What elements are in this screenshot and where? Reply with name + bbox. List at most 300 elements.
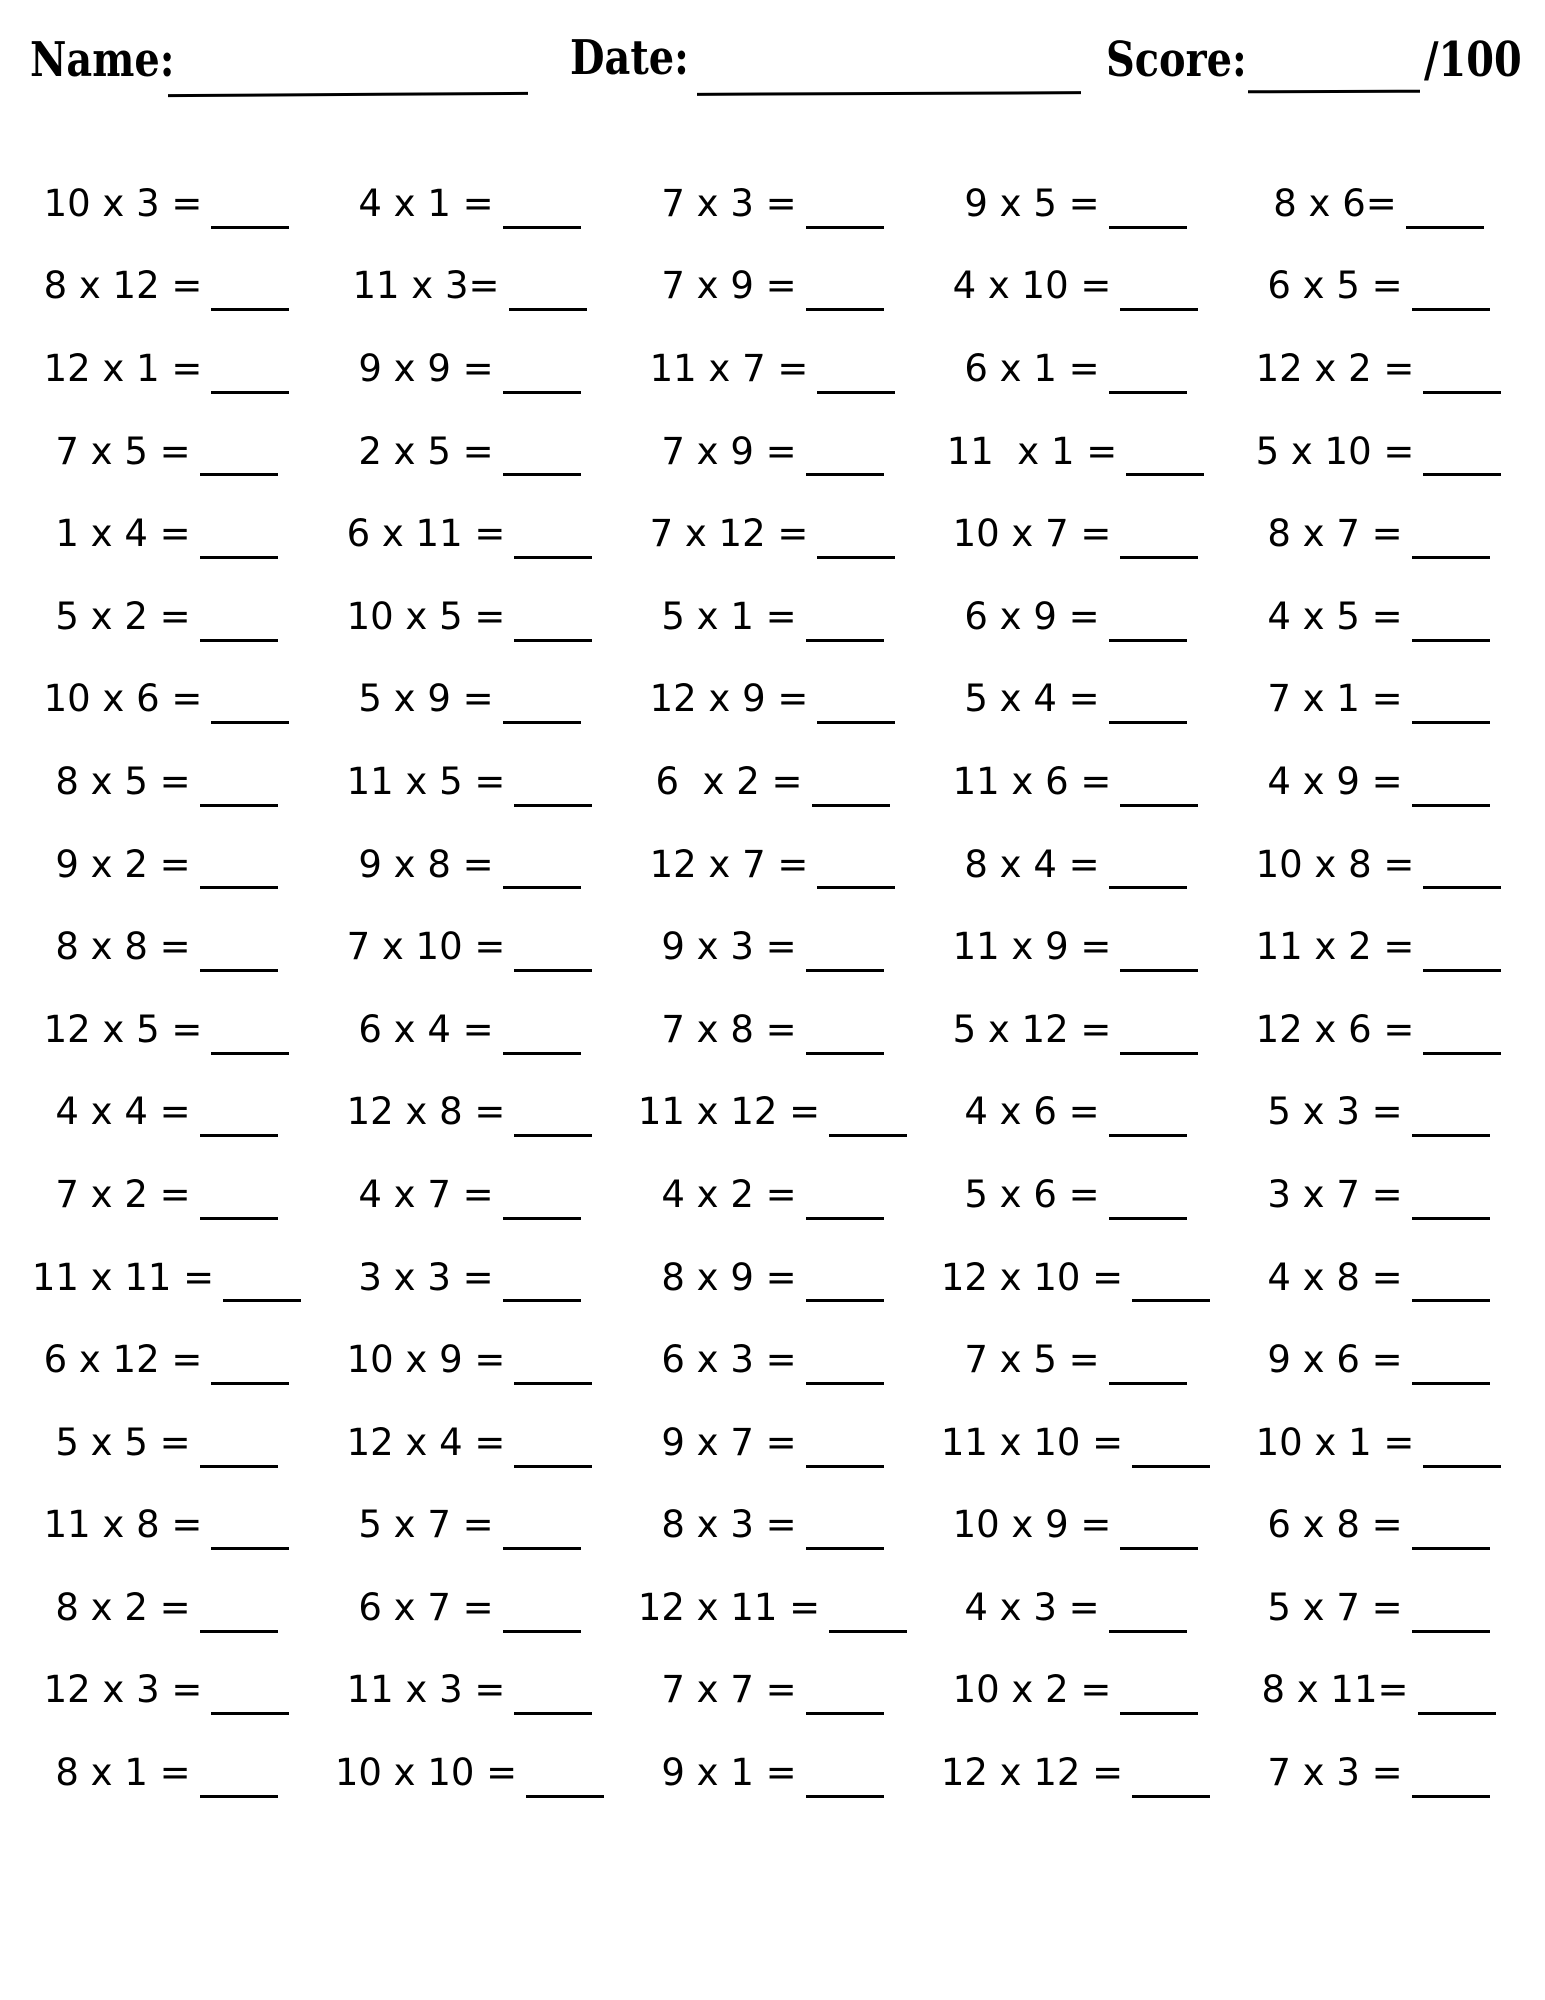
answer-blank-line <box>1120 804 1198 807</box>
answer-blank-line <box>1109 226 1187 229</box>
answer-blank-line <box>1423 969 1501 972</box>
answer-blank-line <box>503 721 581 724</box>
problem-expression: 9 x 8 = <box>358 842 494 886</box>
problem-expression: 7 x 3 = <box>1267 1751 1403 1795</box>
answer-blank-line <box>503 1299 581 1302</box>
problem-expression: 8 x 8 = <box>55 925 191 969</box>
problem-expression: 6 x 5 = <box>1267 264 1403 308</box>
problem-cell <box>15 492 318 575</box>
answer-blank-line <box>806 1382 884 1385</box>
answer-blank-line <box>503 886 581 889</box>
problem-cell <box>318 162 621 245</box>
answer-blank-line <box>1120 556 1198 559</box>
problem-expression: 6 x 12 = <box>43 1338 203 1382</box>
problem-expression: 11 x 3 = <box>346 1668 506 1712</box>
answer-blank-line <box>1120 1547 1198 1550</box>
problem-expression: 12 x 11 = <box>637 1585 821 1629</box>
problem-expression: 8 x 4 = <box>964 842 1100 886</box>
problem-expression: 10 x 9 = <box>952 1503 1112 1547</box>
problem-expression: 8 x 2 = <box>55 1585 191 1629</box>
problem-cell <box>924 410 1227 493</box>
problem-expression: 6 x 2 = <box>655 759 803 803</box>
problem-expression: 10 x 1 = <box>1255 1420 1415 1464</box>
problem-cell <box>924 1236 1227 1319</box>
problem-expression: 11 x 8 = <box>43 1503 203 1547</box>
answer-blank-line <box>514 969 592 972</box>
answer-blank-line <box>1412 1630 1490 1633</box>
answer-blank-line <box>806 639 884 642</box>
problem-expression: 12 x 2 = <box>1255 346 1415 390</box>
answer-blank-line <box>1120 1052 1198 1055</box>
problem-expression: 8 x 1 = <box>55 1751 191 1795</box>
problem-expression: 10 x 6 = <box>43 677 203 721</box>
problem-cell <box>621 905 924 988</box>
problem-expression: 6 x 7 = <box>358 1585 494 1629</box>
problem-expression: 10 x 3 = <box>43 181 203 225</box>
problem-expression: 10 x 2 = <box>952 1668 1112 1712</box>
problem-cell <box>924 162 1227 245</box>
answer-blank-line <box>812 804 890 807</box>
problem-cell <box>1227 1318 1530 1401</box>
problem-cell <box>1227 1731 1530 1814</box>
problem-expression: 2 x 5 = <box>358 429 494 473</box>
problem-expression: 8 x 5 = <box>55 759 191 803</box>
problem-expression: 7 x 1 = <box>1267 677 1403 721</box>
answer-blank-line <box>1109 1134 1187 1137</box>
answer-blank-line <box>211 308 289 311</box>
answer-blank-line <box>1120 308 1198 311</box>
problem-cell <box>318 1566 621 1649</box>
answer-blank-line <box>1423 1465 1501 1468</box>
problem-cell <box>318 245 621 328</box>
answer-blank-line <box>526 1795 604 1798</box>
problem-expression: 6 x 9 = <box>964 594 1100 638</box>
answer-blank-line <box>1132 1299 1210 1302</box>
problem-expression: 10 x 7 = <box>952 512 1112 556</box>
problem-cell <box>621 740 924 823</box>
problem-cell <box>924 1731 1227 1814</box>
problem-expression: 11 x 12 = <box>637 1090 821 1134</box>
problem-expression: 10 x 10 = <box>334 1751 518 1795</box>
problem-expression: 12 x 10 = <box>940 1255 1124 1299</box>
problem-cell <box>1227 1401 1530 1484</box>
problem-cell <box>621 492 924 575</box>
problem-cell <box>318 988 621 1071</box>
answer-blank-line <box>1412 1134 1490 1137</box>
problem-expression: 4 x 8 = <box>1267 1255 1403 1299</box>
problem-cell <box>1227 658 1530 741</box>
problem-expression: 4 x 1 = <box>358 181 494 225</box>
problem-expression: 7 x 3 = <box>661 181 797 225</box>
problem-cell <box>621 1484 924 1567</box>
answer-blank-line <box>503 1052 581 1055</box>
problem-expression: 9 x 1 = <box>661 1751 797 1795</box>
problem-expression: 5 x 3 = <box>1267 1090 1403 1134</box>
problem-cell <box>15 162 318 245</box>
problem-cell <box>924 1401 1227 1484</box>
answer-blank-line <box>200 556 278 559</box>
problem-cell <box>318 740 621 823</box>
problem-cell <box>15 1153 318 1236</box>
problem-expression: 5 x 10 = <box>1255 429 1415 473</box>
answer-blank-line <box>1423 473 1501 476</box>
problem-expression: 12 x 5 = <box>43 1007 203 1051</box>
problem-expression: 7 x 8 = <box>661 1007 797 1051</box>
problem-cell <box>924 1318 1227 1401</box>
answer-blank-line <box>503 226 581 229</box>
problem-cell <box>15 1071 318 1154</box>
answer-blank-line <box>829 1134 907 1137</box>
problem-cell <box>318 410 621 493</box>
answer-blank-line <box>1423 1052 1501 1055</box>
problem-cell <box>924 823 1227 906</box>
problems-grid <box>15 162 1530 1814</box>
answer-blank-line <box>1412 804 1490 807</box>
problem-expression: 5 x 6 = <box>964 1172 1100 1216</box>
answer-blank-line <box>1126 473 1204 476</box>
problem-cell <box>621 1071 924 1154</box>
answer-blank-line <box>806 1299 884 1302</box>
answer-blank-line <box>200 1795 278 1798</box>
problem-cell <box>318 1484 621 1567</box>
problem-expression: 8 x 11= <box>1261 1668 1409 1712</box>
problem-cell <box>621 1236 924 1319</box>
answer-blank-line <box>1132 1465 1210 1468</box>
problem-expression: 9 x 6 = <box>1267 1338 1403 1382</box>
problem-expression: 5 x 7 = <box>1267 1585 1403 1629</box>
answer-blank-line <box>200 473 278 476</box>
answer-blank-line <box>1109 1630 1187 1633</box>
problem-cell <box>318 1401 621 1484</box>
answer-blank-line <box>211 391 289 394</box>
answer-blank-line <box>1109 721 1187 724</box>
problem-cell <box>15 1236 318 1319</box>
answer-blank-line <box>1412 1382 1490 1385</box>
problem-cell <box>621 1318 924 1401</box>
answer-blank-line <box>1412 1795 1490 1798</box>
problem-cell <box>15 1731 318 1814</box>
problem-cell <box>1227 905 1530 988</box>
problem-cell <box>15 988 318 1071</box>
problem-expression: 12 x 9 = <box>649 677 809 721</box>
answer-blank-line <box>514 1712 592 1715</box>
problem-cell <box>621 1566 924 1649</box>
problem-cell <box>15 410 318 493</box>
answer-blank-line <box>211 226 289 229</box>
answer-blank-line <box>200 804 278 807</box>
problem-cell <box>15 740 318 823</box>
problem-expression: 11 x 9 = <box>952 925 1112 969</box>
problem-expression: 9 x 7 = <box>661 1420 797 1464</box>
problem-expression: 5 x 1 = <box>661 594 797 638</box>
problem-cell <box>15 1566 318 1649</box>
answer-blank-line <box>514 556 592 559</box>
problem-expression: 10 x 5 = <box>346 594 506 638</box>
answer-blank-line <box>514 639 592 642</box>
problem-cell <box>621 245 924 328</box>
answer-blank-line <box>200 639 278 642</box>
problem-cell <box>924 988 1227 1071</box>
answer-blank-line <box>514 804 592 807</box>
answer-blank-line <box>200 886 278 889</box>
answer-blank-line <box>200 969 278 972</box>
problem-cell <box>15 1484 318 1567</box>
problem-cell <box>621 575 924 658</box>
answer-blank-line <box>1418 1712 1496 1715</box>
answer-blank-line <box>211 1382 289 1385</box>
problem-cell <box>924 1566 1227 1649</box>
problem-cell <box>15 245 318 328</box>
problem-expression: 7 x 9 = <box>661 429 797 473</box>
problem-expression: 9 x 3 = <box>661 925 797 969</box>
problem-expression: 5 x 2 = <box>55 594 191 638</box>
problem-cell <box>1227 988 1530 1071</box>
answer-blank-line <box>1423 391 1501 394</box>
problem-cell <box>1227 492 1530 575</box>
answer-blank-line <box>503 391 581 394</box>
problem-cell <box>318 1236 621 1319</box>
answer-blank-line <box>1109 886 1187 889</box>
answer-blank-line <box>806 1052 884 1055</box>
problem-cell <box>1227 575 1530 658</box>
score-total: /100 <box>1424 32 1522 88</box>
answer-blank-line <box>514 1382 592 1385</box>
answer-blank-line <box>1109 639 1187 642</box>
problem-cell <box>621 1649 924 1732</box>
answer-blank-line <box>200 1465 278 1468</box>
answer-blank-line <box>223 1299 301 1302</box>
answer-blank-line <box>514 1465 592 1468</box>
problem-expression: 11 x 1 = <box>946 429 1118 473</box>
problem-cell <box>924 905 1227 988</box>
answer-blank-line <box>509 308 587 311</box>
answer-blank-line <box>1412 556 1490 559</box>
problem-expression: 7 x 7 = <box>661 1668 797 1712</box>
problem-expression: 9 x 2 = <box>55 842 191 886</box>
answer-blank-line <box>806 473 884 476</box>
answer-blank-line <box>1423 886 1501 889</box>
problem-expression: 4 x 4 = <box>55 1090 191 1134</box>
problem-cell <box>621 410 924 493</box>
problem-cell <box>318 658 621 741</box>
problem-cell <box>15 823 318 906</box>
problem-expression: 9 x 9 = <box>358 346 494 390</box>
problem-expression: 12 x 7 = <box>649 842 809 886</box>
answer-blank-line <box>1109 1217 1187 1220</box>
problem-cell <box>318 1071 621 1154</box>
problem-cell <box>318 492 621 575</box>
problem-cell <box>1227 1236 1530 1319</box>
problem-cell <box>318 1153 621 1236</box>
problem-expression: 5 x 4 = <box>964 677 1100 721</box>
answer-blank-line <box>817 721 895 724</box>
problem-cell <box>1227 1153 1530 1236</box>
problem-cell <box>15 1649 318 1732</box>
problem-cell <box>1227 1071 1530 1154</box>
answer-blank-line <box>1120 969 1198 972</box>
answer-blank-line <box>1412 1547 1490 1550</box>
answer-blank-line <box>806 226 884 229</box>
problem-expression: 11 x 3= <box>352 264 500 308</box>
problem-cell <box>318 823 621 906</box>
problem-expression: 4 x 9 = <box>1267 759 1403 803</box>
answer-blank-line <box>503 473 581 476</box>
problem-expression: 7 x 5 = <box>55 429 191 473</box>
problem-expression: 9 x 5 = <box>964 181 1100 225</box>
answer-blank-line <box>806 1547 884 1550</box>
problem-expression: 12 x 4 = <box>346 1420 506 1464</box>
problem-cell <box>621 1731 924 1814</box>
answer-blank-line <box>817 391 895 394</box>
problem-expression: 8 x 7 = <box>1267 512 1403 556</box>
problem-expression: 11 x 6 = <box>952 759 1112 803</box>
problem-expression: 11 x 5 = <box>346 759 506 803</box>
problem-cell <box>15 658 318 741</box>
answer-blank-line <box>211 1712 289 1715</box>
answer-blank-line <box>200 1630 278 1633</box>
problem-cell <box>1227 1484 1530 1567</box>
date-label: Date: <box>570 30 689 86</box>
problem-cell <box>318 1649 621 1732</box>
answer-blank-line <box>1412 721 1490 724</box>
problem-cell <box>621 162 924 245</box>
problem-cell <box>1227 162 1530 245</box>
score-label: Score: <box>1106 32 1247 88</box>
answer-blank-line <box>806 969 884 972</box>
problem-expression: 5 x 7 = <box>358 1503 494 1547</box>
problem-expression: 11 x 7 = <box>649 346 809 390</box>
problem-expression: 7 x 10 = <box>346 925 506 969</box>
problem-cell <box>1227 1649 1530 1732</box>
answer-blank-line <box>200 1134 278 1137</box>
problem-cell <box>15 1318 318 1401</box>
problem-cell <box>318 327 621 410</box>
problem-expression: 4 x 3 = <box>964 1585 1100 1629</box>
problem-expression: 6 x 4 = <box>358 1007 494 1051</box>
problem-cell <box>318 1731 621 1814</box>
answer-blank-line <box>211 1052 289 1055</box>
answer-blank-line <box>503 1630 581 1633</box>
problem-cell <box>924 1071 1227 1154</box>
problem-cell <box>621 1153 924 1236</box>
problem-cell <box>15 905 318 988</box>
answer-blank-line <box>829 1630 907 1633</box>
problem-cell <box>1227 245 1530 328</box>
problem-expression: 5 x 12 = <box>952 1007 1112 1051</box>
problem-expression: 8 x 3 = <box>661 1503 797 1547</box>
answer-blank-line <box>1412 1299 1490 1302</box>
problem-cell <box>15 575 318 658</box>
problem-expression: 11 x 11 = <box>31 1255 215 1299</box>
problem-expression: 12 x 8 = <box>346 1090 506 1134</box>
problem-expression: 6 x 1 = <box>964 346 1100 390</box>
problem-expression: 6 x 11 = <box>346 512 506 556</box>
score-blank-line <box>1248 90 1420 94</box>
problem-expression: 10 x 9 = <box>346 1338 506 1382</box>
problem-cell <box>15 327 318 410</box>
problem-cell <box>1227 1566 1530 1649</box>
answer-blank-line <box>200 1217 278 1220</box>
problem-expression: 12 x 1 = <box>43 346 203 390</box>
problem-cell <box>924 492 1227 575</box>
problem-expression: 6 x 3 = <box>661 1338 797 1382</box>
name-label: Name: <box>30 32 175 88</box>
problem-expression: 3 x 3 = <box>358 1255 494 1299</box>
problem-expression: 8 x 6= <box>1273 181 1397 225</box>
answer-blank-line <box>817 556 895 559</box>
problem-expression: 10 x 8 = <box>1255 842 1415 886</box>
answer-blank-line <box>1120 1712 1198 1715</box>
problem-cell <box>924 658 1227 741</box>
problem-cell <box>621 823 924 906</box>
problem-cell <box>924 245 1227 328</box>
problem-cell <box>318 905 621 988</box>
answer-blank-line <box>806 1217 884 1220</box>
problem-cell <box>1227 327 1530 410</box>
name-blank-line <box>168 92 528 97</box>
answer-blank-line <box>806 1795 884 1798</box>
problem-cell <box>924 327 1227 410</box>
problem-cell <box>15 1401 318 1484</box>
answer-blank-line <box>806 1465 884 1468</box>
answer-blank-line <box>1109 391 1187 394</box>
answer-blank-line <box>503 1217 581 1220</box>
problem-expression: 1 x 4 = <box>55 512 191 556</box>
problem-expression: 3 x 7 = <box>1267 1172 1403 1216</box>
answer-blank-line <box>1412 1217 1490 1220</box>
problem-cell <box>1227 740 1530 823</box>
problem-cell <box>924 1153 1227 1236</box>
problem-expression: 7 x 2 = <box>55 1172 191 1216</box>
problem-expression: 4 x 6 = <box>964 1090 1100 1134</box>
problem-expression: 12 x 6 = <box>1255 1007 1415 1051</box>
problem-cell <box>1227 823 1530 906</box>
problem-expression: 12 x 12 = <box>940 1751 1124 1795</box>
problem-cell <box>924 1484 1227 1567</box>
problem-expression: 6 x 8 = <box>1267 1503 1403 1547</box>
problem-cell <box>621 327 924 410</box>
problem-expression: 7 x 12 = <box>649 512 809 556</box>
answer-blank-line <box>211 1547 289 1550</box>
problem-cell <box>318 575 621 658</box>
problem-expression: 5 x 9 = <box>358 677 494 721</box>
problem-expression: 7 x 5 = <box>964 1338 1100 1382</box>
answer-blank-line <box>806 1712 884 1715</box>
problem-expression: 5 x 5 = <box>55 1420 191 1464</box>
problem-cell <box>924 1649 1227 1732</box>
problem-cell <box>621 1401 924 1484</box>
answer-blank-line <box>806 308 884 311</box>
problem-expression: 12 x 3 = <box>43 1668 203 1712</box>
problem-cell <box>621 658 924 741</box>
problem-expression: 11 x 2 = <box>1255 925 1415 969</box>
answer-blank-line <box>1412 308 1490 311</box>
problem-cell <box>621 988 924 1071</box>
answer-blank-line <box>1109 1382 1187 1385</box>
problem-expression: 4 x 10 = <box>952 264 1112 308</box>
answer-blank-line <box>1412 639 1490 642</box>
answer-blank-line <box>503 1547 581 1550</box>
answer-blank-line <box>1132 1795 1210 1798</box>
problem-cell <box>318 1318 621 1401</box>
problem-cell <box>1227 410 1530 493</box>
problem-expression: 4 x 2 = <box>661 1172 797 1216</box>
problem-expression: 8 x 12 = <box>43 264 203 308</box>
problem-expression: 8 x 9 = <box>661 1255 797 1299</box>
date-blank-line <box>697 91 1081 96</box>
problem-expression: 7 x 9 = <box>661 264 797 308</box>
answer-blank-line <box>514 1134 592 1137</box>
